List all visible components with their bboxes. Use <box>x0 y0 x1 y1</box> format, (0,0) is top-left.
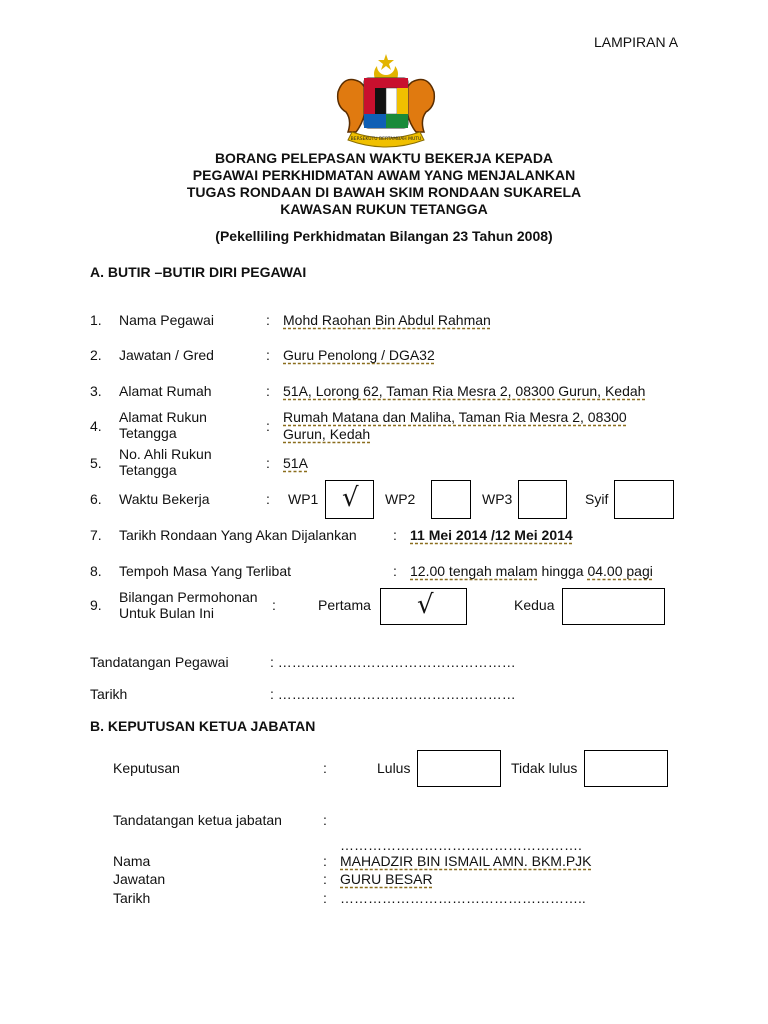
tandatangan-ketua-colon: : <box>323 812 327 828</box>
tandatangan-pegawai-label: Tandatangan Pegawai <box>90 654 229 670</box>
item-8-colon: : <box>393 563 397 579</box>
item-2-num: 2. <box>90 347 102 363</box>
jawatan-colon: : <box>323 871 327 887</box>
item-5-colon: : <box>266 455 270 471</box>
wp1-checkbox[interactable] <box>325 480 374 519</box>
item-7-num: 7. <box>90 527 102 543</box>
tandatangan-pegawai-line[interactable]: : …………………………………………… <box>270 654 516 670</box>
syif-checkbox[interactable] <box>614 480 674 519</box>
alamat-rumah-value: 51A, Lorong 62, Taman Ria Mesra 2, 08300 Gurun, Kedah <box>283 383 646 399</box>
keputusan-colon: : <box>323 760 327 776</box>
wp2-label: WP2 <box>385 491 416 507</box>
lulus-checkbox[interactable] <box>417 750 501 787</box>
item-7-label: Tarikh Rondaan Yang Akan Dijalankan <box>119 527 357 543</box>
jawatan-value: GURU BESAR <box>340 871 433 887</box>
no-ahli-value: 51A <box>283 455 308 471</box>
item-6-colon: : <box>266 491 270 507</box>
item-5-num: 5. <box>90 455 102 471</box>
coat-of-arms-icon <box>330 52 442 148</box>
item-2-colon: : <box>266 347 270 363</box>
tidak-lulus-label: Tidak lulus <box>511 760 578 776</box>
item-8-num: 8. <box>90 563 102 579</box>
item-8-label: Tempoh Masa Yang Terlibat <box>119 563 291 579</box>
item-5-label: No. Ahli Rukun Tetangga <box>119 446 212 478</box>
item-6-num: 6. <box>90 491 102 507</box>
keputusan-label: Keputusan <box>113 760 180 776</box>
wp3-label: WP3 <box>482 491 513 507</box>
item-1-label: Nama Pegawai <box>119 312 214 328</box>
syif-label: Syif <box>585 491 609 507</box>
tandatangan-ketua-line[interactable]: ……………………………………………. <box>340 837 582 853</box>
jawatan-gred-value: Guru Penolong / DGA32 <box>283 347 435 363</box>
tidak-lulus-checkbox[interactable] <box>584 750 668 787</box>
wp1-label: WP1 <box>288 491 319 507</box>
item-4-num: 4. <box>90 418 102 434</box>
item-9-colon: : <box>272 597 276 613</box>
tarikh-line[interactable]: : …………………………………………… <box>270 686 516 702</box>
item-9-label: Bilangan Permohonan Untuk Bulan Ini <box>119 589 258 621</box>
item-1-colon: : <box>266 312 270 328</box>
wp2-checkbox[interactable] <box>431 480 471 519</box>
lampiran-label: LAMPIRAN A <box>594 34 679 50</box>
kedua-checkbox[interactable] <box>562 588 665 625</box>
tarikh-label: Tarikh <box>90 686 128 702</box>
tandatangan-ketua-label: Tandatangan ketua jabatan <box>113 812 282 828</box>
lulus-label: Lulus <box>377 760 411 776</box>
item-3-label: Alamat Rumah <box>119 383 212 399</box>
item-4-label: Alamat Rukun Tetangga <box>119 409 207 441</box>
svg-text:BERSEKUTU BERTAMBAH MUTU: BERSEKUTU BERTAMBAH MUTU <box>350 137 422 142</box>
nama-colon: : <box>323 853 327 869</box>
section-b-heading: B. KEPUTUSAN KETUA JABATAN <box>90 718 316 734</box>
tarikh-rondaan-value: 11 Mei 2014 /12 Mei 2014 <box>410 527 573 543</box>
item-3-colon: : <box>266 383 270 399</box>
item-3-num: 3. <box>90 383 102 399</box>
section-a-heading: A. BUTIR –BUTIR DIRI PEGAWAI <box>90 264 307 280</box>
pertama-checkbox[interactable] <box>380 588 467 625</box>
tarikh-b-line[interactable]: …………………………………………….. <box>340 890 586 906</box>
item-1-num: 1. <box>90 312 102 328</box>
title-line-2: PEGAWAI PERKHIDMATAN AWAM YANG MENJALANKAN <box>192 167 576 183</box>
item-6-label: Waktu Bekerja <box>119 491 210 507</box>
check-mark-icon: √ <box>417 590 434 620</box>
jawatan-label: Jawatan <box>113 871 166 887</box>
tarikh-b-label: Tarikh <box>113 890 151 906</box>
item-2-label: Jawatan / Gred <box>119 347 214 363</box>
title-line-4: KAWASAN RUKUN TETANGGA <box>280 201 488 217</box>
item-7-colon: : <box>393 527 397 543</box>
alamat-rukun-value: Rumah Matana dan Maliha, Taman Ria Mesra 2, 08300 Gurun, Kedah <box>283 409 627 442</box>
tempoh-masa-value: 12.00 tengah malam hingga 04.00 pagi <box>410 563 653 579</box>
nama-pegawai-value: Mohd Raohan Bin Abdul Rahman <box>283 312 491 328</box>
check-mark-icon: √ <box>342 483 359 513</box>
title-line-1: BORANG PELEPASAN WAKTU BEKERJA KEPADA <box>214 150 554 166</box>
tarikh-b-colon: : <box>323 890 327 906</box>
kedua-label: Kedua <box>514 597 555 613</box>
nama-value: MAHADZIR BIN ISMAIL AMN. BKM.PJK <box>340 853 592 869</box>
form-subtitle: (Pekelliling Perkhidmatan Bilangan 23 Tahun 2008) <box>215 228 553 244</box>
pertama-label: Pertama <box>318 597 371 613</box>
wp3-checkbox[interactable] <box>518 480 567 519</box>
item-9-num: 9. <box>90 597 102 613</box>
nama-label: Nama <box>113 853 151 869</box>
item-4-colon: : <box>266 418 270 434</box>
form-title <box>0 150 768 218</box>
title-line-3: TUGAS RONDAAN DI BAWAH SKIM RONDAAN SUKARELA <box>186 184 582 200</box>
